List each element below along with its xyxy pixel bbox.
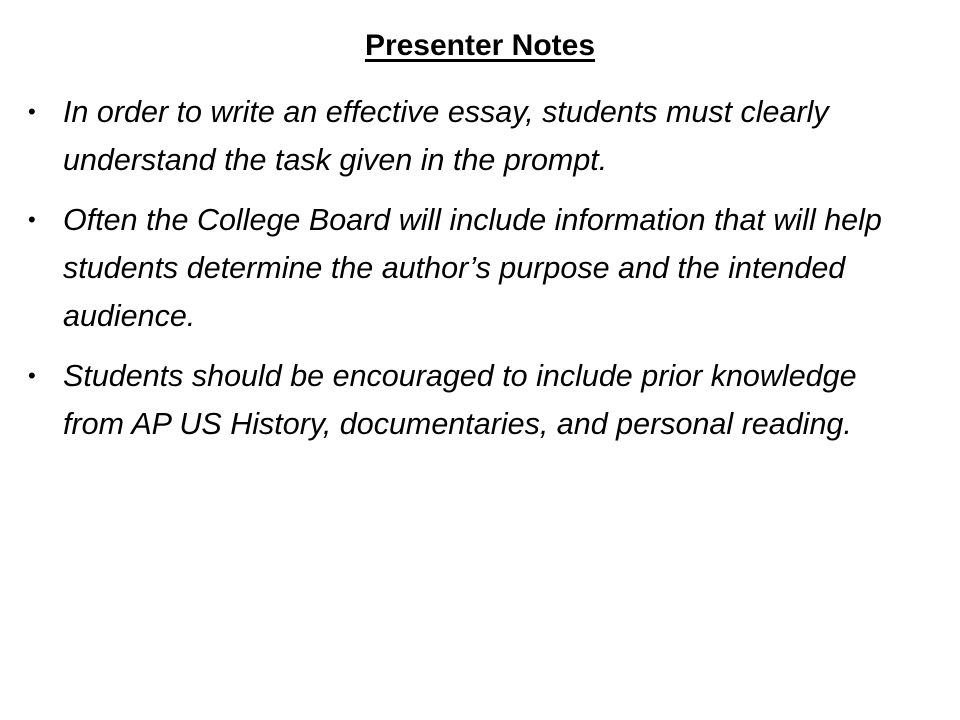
bullet-icon: • xyxy=(28,207,36,232)
bullet-text: Often the College Board will include information that will help students determine the author’s purpose and the intended audience. xyxy=(63,203,882,333)
bullet-icon: • xyxy=(28,99,36,124)
bullet-text: Students should be encouraged to include prior knowledge from AP US History, documentaries, and personal reading. xyxy=(63,359,857,441)
slide-title: Presenter Notes xyxy=(364,29,596,62)
bullet-icon: • xyxy=(28,363,36,388)
bullet-text: In order to write an effective essay, students must clearly understand the task given in the prompt. xyxy=(63,95,829,177)
bullet-item xyxy=(28,352,918,448)
bullet-item xyxy=(28,88,918,184)
bullet-item xyxy=(28,196,918,340)
bullet-list xyxy=(28,88,918,460)
